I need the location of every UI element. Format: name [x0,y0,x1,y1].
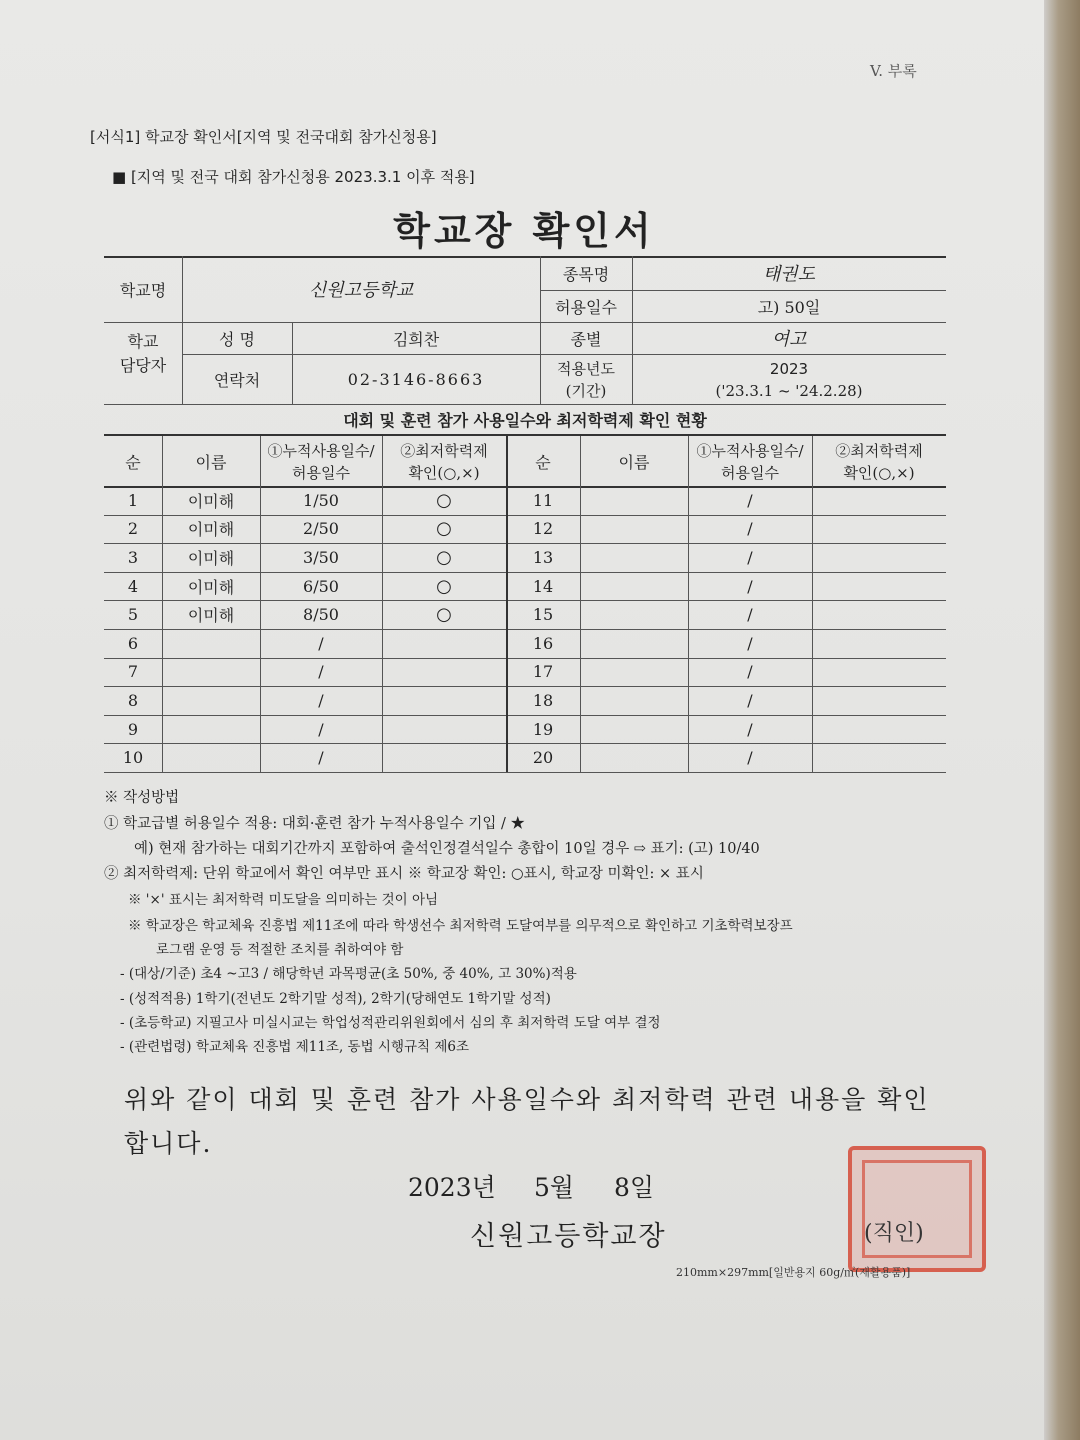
cell-check [382,629,506,658]
table-col-line [382,436,383,772]
table-col-line [162,436,163,772]
cell-days2: / [747,605,753,625]
cell-name [162,658,260,687]
cell-no2: 12 [532,519,554,539]
official-seal [848,1146,986,1272]
note-detail-1: - (대상/기준) 초4 ~고3 / 해당학년 과목평균(초 50%, 중 40%, 고 30%)적용 [120,966,577,982]
note-2-a: ※ '×' 표시는 최저학력 미도달을 의미하는 것이 아님 [128,892,439,908]
cell-name: 이미해 [187,548,235,568]
cell-name2 [580,715,688,744]
page-edge [1044,0,1080,1440]
cell-days2: / [747,490,753,510]
form-label: [서식1] 학교장 확인서[지역 및 전국대회 참가신청용] [90,128,437,146]
cell-days2: / [747,576,753,596]
cell-no2: 16 [532,633,554,653]
cell-check: ○ [436,575,452,597]
appendix-label: V. 부록 [870,62,917,80]
note-2-b2: 로그램 운영 등 적절한 조치를 취하여야 함 [156,942,404,958]
cell-days: / [318,748,324,768]
cell-days: 6/50 [303,576,339,596]
cell-days: / [318,662,324,682]
principal-name: 신원고등학교장 [470,1221,667,1252]
col-name-header-2: 이름 [618,452,650,472]
cell-no2: 15 [532,605,554,625]
cell-name2 [580,572,688,601]
date-month: 5월 [534,1173,575,1202]
cell-days: 3/50 [303,547,339,567]
date-year: 2023년 [408,1173,496,1202]
cell-days: / [318,719,324,739]
cell-no2: 14 [532,576,554,596]
col-check-header-2 [812,440,946,484]
table-col-line [580,436,581,772]
cell-no: 9 [127,719,139,739]
cell-check2 [812,715,946,744]
contact-label: 연락처 [213,370,261,390]
allowed-days-label: 허용일수 [555,297,617,317]
manager-label-line2: 담당자 [119,356,167,375]
cell-check2 [812,515,946,544]
date-day: 8일 [614,1173,655,1202]
year-label-line2: (기간) [565,382,607,400]
cell-no: 3 [127,547,139,567]
sport-value: 태권도 [762,264,816,285]
cell-name2 [580,743,688,772]
cell-days2: / [747,690,753,710]
note-detail-2: - (성적적용) 1학기(전년도 2학기말 성적), 2학기(당해연도 1학기말 성적) [120,991,551,1007]
cell-name: 이미해 [187,577,235,597]
cell-name [162,686,260,715]
cell-no: 8 [127,690,139,710]
cell-name [162,629,260,658]
school-name-label: 학교명 [119,280,167,300]
cell-no2: 11 [532,490,554,510]
paper-spec: 210mm×297mm[일반용지 60g/㎡(재활용품)] [676,1266,911,1279]
cell-no: 2 [127,519,139,539]
cell-no2: 13 [532,547,554,567]
notes-heading: ※ 작성방법 [104,790,180,806]
note-1-example: 예) 현재 참가하는 대회기간까지 포함하여 출석인정결석일수 총합이 10일 경우 ⇨ 표기: (고) 10/40 [134,841,760,857]
cell-no: 10 [122,748,144,768]
note-2-b1: ※ 학교장은 학교체육 진흥법 제11조에 따라 학생선수 최저학력 도달여부를 의무적으로 확인하고 기초학력보장프 [128,918,793,934]
cell-no2: 20 [532,748,554,768]
cell-days2: / [747,633,753,653]
cell-check [382,658,506,687]
cell-check2 [812,486,946,515]
cell-name2 [580,486,688,515]
gender-label: 종별 [570,329,602,349]
cell-no2: 18 [532,690,554,710]
cell-days2: / [747,519,753,539]
note-2: ② 최저학력제: 단위 학교에서 확인 여부만 표시 ※ 학교장 확인: ○표시, 학교장 미확인: × 표시 [104,866,704,882]
cell-check2 [812,743,946,772]
cell-name2 [580,543,688,572]
col-no-header: 순 [125,452,141,472]
form-subtitle: ■ [지역 및 전국 대회 참가신청용 2023.3.1 이후 적용] [112,168,475,186]
col-days-header-2-line2: 허용일수 [721,464,779,482]
cell-name2 [580,658,688,687]
cell-days2: / [747,662,753,682]
col-days-header-2-line1: ①누적사용일수/ [696,442,804,460]
contact-value: 02-3146-8663 [347,369,485,389]
cell-check2 [812,572,946,601]
cell-no: 5 [127,605,139,625]
cell-no: 7 [127,662,139,682]
table-col-line [688,436,689,772]
seal-label: (직인) [864,1221,924,1246]
name-label: 성 명 [219,329,255,349]
table-subtitle: 대회 및 훈련 참가 사용일수와 최저학력제 확인 현황 [343,410,707,430]
cell-check2 [812,600,946,629]
sport-label: 종목명 [562,264,610,284]
cell-check: ○ [436,518,452,540]
cell-check [382,686,506,715]
cell-days: 8/50 [303,605,339,625]
table-center-divider [506,436,508,772]
cell-days: 1/50 [303,490,339,510]
cell-no2: 17 [532,662,554,682]
note-detail-4: - (관련법령) 학교체육 진흥법 제11조, 동법 시행규칙 제6조 [120,1039,470,1055]
cell-days2: / [747,719,753,739]
cell-no2: 19 [532,719,554,739]
cell-days: / [318,633,324,653]
gender-value: 여고 [771,329,807,350]
table-col-line [260,436,261,772]
cell-name2 [580,629,688,658]
confirmation-text: 위와 같이 대회 및 훈련 참가 사용일수와 최저학력 관련 내용을 확인합니다. [124,1085,930,1158]
table-col-line [812,436,813,772]
cell-no: 4 [127,576,139,596]
manager-name: 김희찬 [392,329,440,349]
cell-name [162,715,260,744]
table-row-line [104,772,946,773]
document-title: 학교장 확인서 [393,209,655,253]
cell-name2 [580,600,688,629]
cell-check [382,715,506,744]
cell-name2 [580,686,688,715]
cell-no: 6 [127,633,139,653]
note-1: ① 학교급별 허용일수 적용: 대회·훈련 참가 누적사용일수 기입 / ★ [104,816,526,832]
manager-label [104,330,182,378]
year-value [632,358,946,402]
cell-check: ○ [436,604,452,626]
col-days-header-line2: 허용일수 [292,464,350,482]
cell-name: 이미해 [187,520,235,540]
col-days-header-2 [688,440,812,484]
cell-name: 이미해 [187,606,235,626]
col-no-header-2: 순 [535,452,551,472]
cell-check2 [812,543,946,572]
cell-name [162,743,260,772]
cell-days: 2/50 [303,519,339,539]
allowed-days-value: 고) 50일 [757,297,821,317]
applied-year: 2023 [769,360,809,378]
col-check-header-2-line2: 확인(○,×) [843,464,915,482]
note-detail-3: - (초등학교) 지필고사 미실시교는 학업성적관리위원회에서 심의 후 최저학력 도달 여부 결정 [120,1015,661,1031]
year-label [540,358,632,402]
col-name-header: 이름 [195,452,227,472]
applied-period: ('23.3.1 ~ '24.2.28) [715,382,863,400]
cell-check: ○ [436,489,452,511]
cell-name: 이미해 [187,491,235,511]
col-days-header-line1: ①누적사용일수/ [267,442,375,460]
cell-check [382,743,506,772]
cell-check2 [812,658,946,687]
cell-check: ○ [436,546,452,568]
col-check-header-line1: ②최저학력제 [400,442,488,460]
cell-name2 [580,515,688,544]
school-name: 신원고등학교 [308,280,414,301]
cell-check2 [812,686,946,715]
col-check-header-line2: 확인(○,×) [408,464,480,482]
cell-no: 1 [127,490,139,510]
year-label-line1: 적용년도 [557,360,615,378]
cell-days2: / [747,547,753,567]
col-days-header [260,440,382,484]
cell-check2 [812,629,946,658]
cell-days: / [318,690,324,710]
manager-label-line1: 학교 [127,332,159,351]
col-check-header-2-line1: ②최저학력제 [835,442,923,460]
col-check-header [382,440,506,484]
cell-days2: / [747,748,753,768]
